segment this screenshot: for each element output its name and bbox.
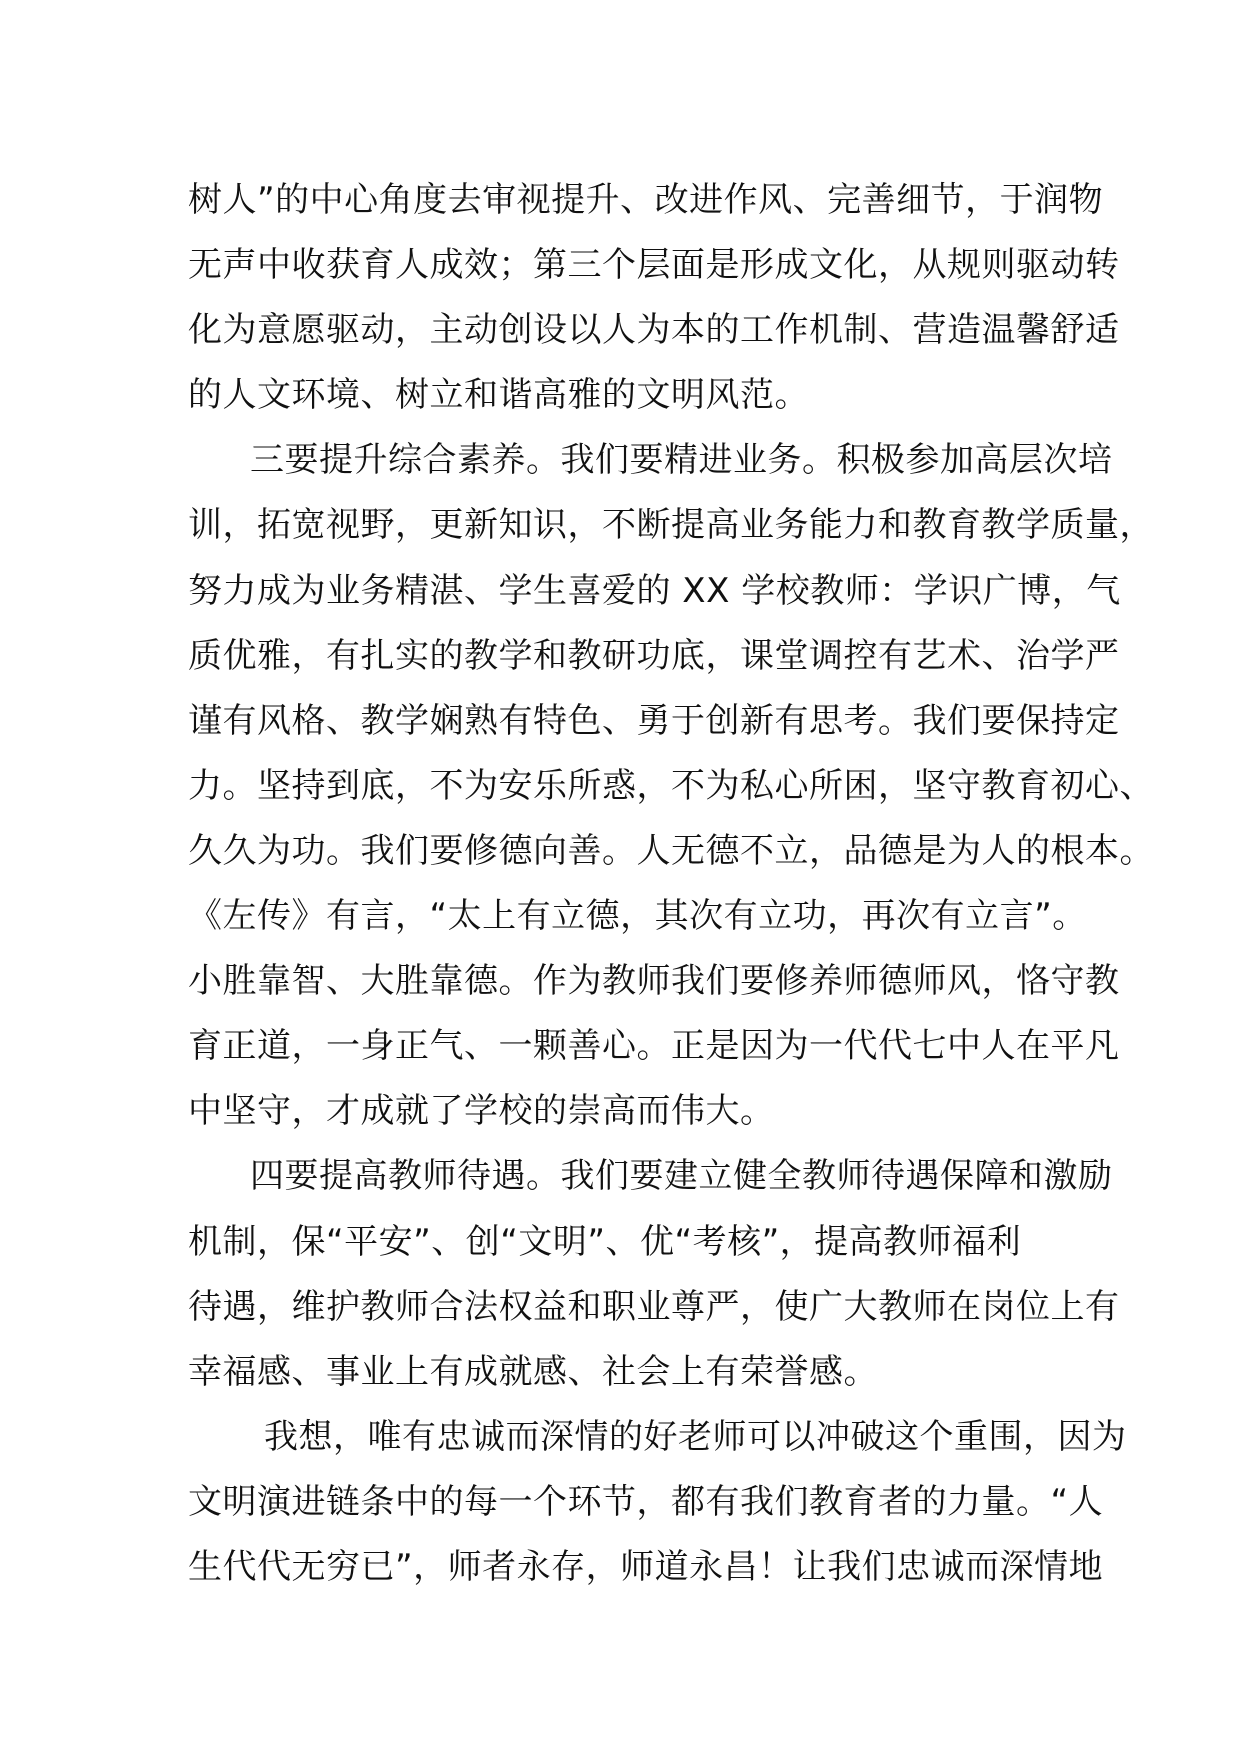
text-line: 生代代无穷已”，师者永存，师道永昌！让我们忠诚而深情地 [188,1546,1104,1587]
text-line: 机制，保“平安”、创“文明”、优“考核”，提高教师福利 [188,1221,1022,1262]
text-line: 《左传》有言，“太上有立德，其次有立功，再次有立言”。 [188,896,1087,937]
text-line: 久久为功。我们要修德向善。人无德不立，品德是为人的根本。 [188,830,1154,871]
text-line: 努力成为业务精湛、学生喜爱的 XX 学校教师：学识广博，气 [188,570,1121,611]
body-text [188,168,1154,1600]
paragraph-start-line: 四要提高教师待遇。我们要建立健全教师待遇保障和激励 [250,1156,1113,1197]
text-line: 小胜靠智、大胜靠德。作为教师我们要修养师德师风，恪守教 [188,961,1120,1002]
paragraph-start-line: 三要提升综合素养。我们要精进业务。积极参加高层次培 [250,440,1113,481]
text-line: 无声中收获育人成效；第三个层面是形成文化，从规则驱动转 [188,245,1120,286]
text-line: 幸福感、事业上有成就感、社会上有荣誉感。 [188,1351,878,1392]
paragraph-start-line: 我想，唯有忠诚而深情的好老师可以冲破这个重围，因为 [264,1416,1127,1457]
text-line: 化为意愿驱动，主动创设以人为本的工作机制、营造温馨舒适 [188,310,1120,351]
text-line: 质优雅，有扎实的教学和教研功底，课堂调控有艺术、治学严 [188,635,1120,676]
text-line: 训，拓宽视野，更新知识，不断提高业务能力和教育教学质量， [188,505,1154,546]
text-line: 育正道，一身正气、一颗善心。正是因为一代代七中人在平凡 [188,1026,1120,1067]
text-line: 文明演进链条中的每一个环节，都有我们教育者的力量。“人 [188,1481,1104,1522]
text-line: 待遇，维护教师合法权益和职业尊严，使广大教师在岗位上有 [188,1286,1120,1327]
text-line: 树人”的中心角度去审视提升、改进作风、完善细节，于润物 [188,180,1104,220]
text-line: 谨有风格、教学娴熟有特色、勇于创新有思考。我们要保持定 [188,700,1120,741]
text-line: 的人文环境、树立和谐高雅的文明风范。 [188,375,809,416]
text-line: 中坚守，才成就了学校的崇高而伟大。 [188,1091,775,1132]
text-line: 力。坚持到底，不为安乐所惑，不为私心所困，坚守教育初心、 [188,765,1154,806]
